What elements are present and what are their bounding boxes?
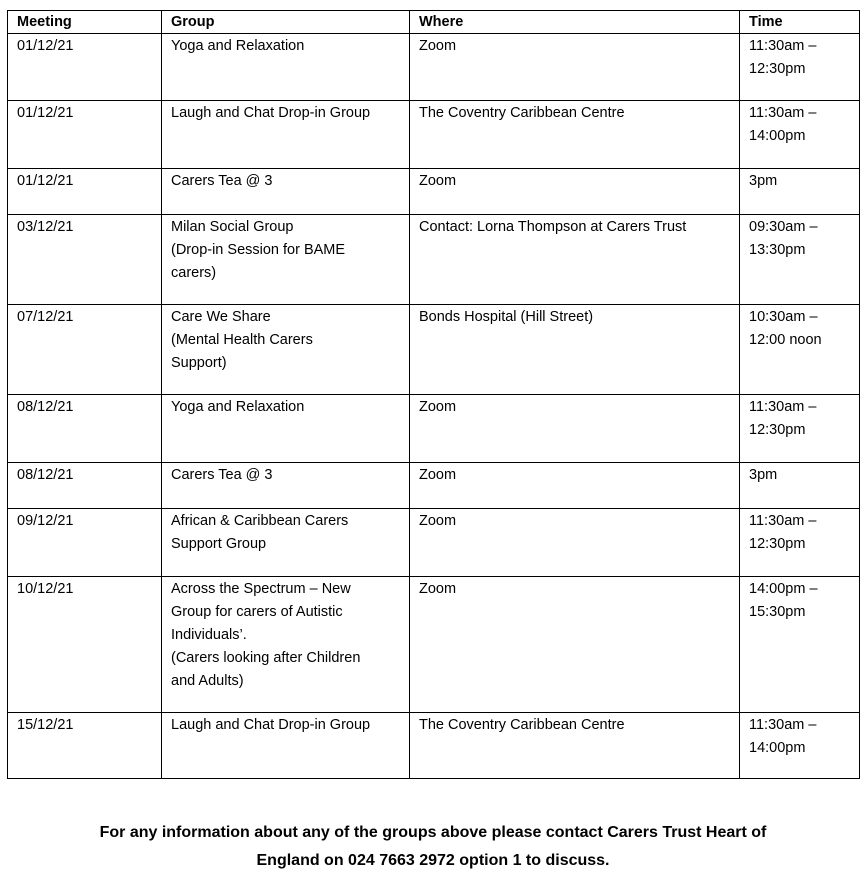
table-row (8, 215, 860, 305)
cell-meeting: 08/12/21 (8, 395, 162, 463)
header-meeting: Meeting (8, 11, 162, 34)
cell-time: 11:30am – 12:30pm (740, 34, 860, 101)
header-time: Time (740, 11, 860, 34)
cell-time: 09:30am – 13:30pm (740, 215, 860, 305)
cell-group: Across the Spectrum – New Group for carers of Autistic Individuals’. (Carers looking after Children and Adults) (162, 577, 410, 713)
cell-meeting: 01/12/21 (8, 101, 162, 169)
meetings-table (7, 10, 860, 779)
cell-time: 3pm (740, 169, 860, 215)
table-row (8, 395, 860, 463)
cell-meeting: 01/12/21 (8, 169, 162, 215)
table-row (8, 34, 860, 101)
cell-group: Yoga and Relaxation (162, 395, 410, 463)
cell-time: 11:30am – 14:00pm (740, 713, 860, 779)
cell-time: 11:30am – 14:00pm (740, 101, 860, 169)
table-row (8, 509, 860, 577)
cell-where: The Coventry Caribbean Centre (410, 101, 740, 169)
cell-group: Laugh and Chat Drop-in Group (162, 101, 410, 169)
cell-where: Zoom (410, 169, 740, 215)
table-row (8, 713, 860, 779)
table-row (8, 305, 860, 395)
cell-group: Carers Tea @ 3 (162, 169, 410, 215)
header-where: Where (410, 11, 740, 34)
cell-where: Zoom (410, 395, 740, 463)
cell-group: Carers Tea @ 3 (162, 463, 410, 509)
table-row (8, 169, 860, 215)
cell-meeting: 10/12/21 (8, 577, 162, 713)
cell-time: 14:00pm – 15:30pm (740, 577, 860, 713)
cell-meeting: 08/12/21 (8, 463, 162, 509)
cell-time: 11:30am – 12:30pm (740, 395, 860, 463)
contact-footer: For any information about any of the groups above please contact Carers Trust Heart of England on 024 7663 2972 option 1 to discuss. (99, 824, 767, 869)
cell-where: Zoom (410, 509, 740, 577)
cell-meeting: 15/12/21 (8, 713, 162, 779)
cell-time: 10:30am – 12:00 noon (740, 305, 860, 395)
cell-meeting: 03/12/21 (8, 215, 162, 305)
table-row (8, 101, 860, 169)
cell-group: Care We Share (Mental Health Carers Support) (162, 305, 410, 395)
cell-group: Milan Social Group (Drop-in Session for BAME carers) (162, 215, 410, 305)
cell-where: Zoom (410, 463, 740, 509)
cell-group: Laugh and Chat Drop-in Group (162, 713, 410, 779)
cell-where: Zoom (410, 34, 740, 101)
header-group: Group (162, 11, 410, 34)
cell-time: 3pm (740, 463, 860, 509)
cell-group: African & Caribbean Carers Support Group (162, 509, 410, 577)
cell-meeting: 07/12/21 (8, 305, 162, 395)
cell-where: Bonds Hospital (Hill Street) (410, 305, 740, 395)
cell-meeting: 09/12/21 (8, 509, 162, 577)
cell-time: 11:30am – 12:30pm (740, 509, 860, 577)
cell-where: Contact: Lorna Thompson at Carers Trust (410, 215, 740, 305)
table-row (8, 463, 860, 509)
table-header-row (8, 11, 860, 34)
cell-where: Zoom (410, 577, 740, 713)
cell-meeting: 01/12/21 (8, 34, 162, 101)
cell-where: The Coventry Caribbean Centre (410, 713, 740, 779)
table-row (8, 577, 860, 713)
cell-group: Yoga and Relaxation (162, 34, 410, 101)
